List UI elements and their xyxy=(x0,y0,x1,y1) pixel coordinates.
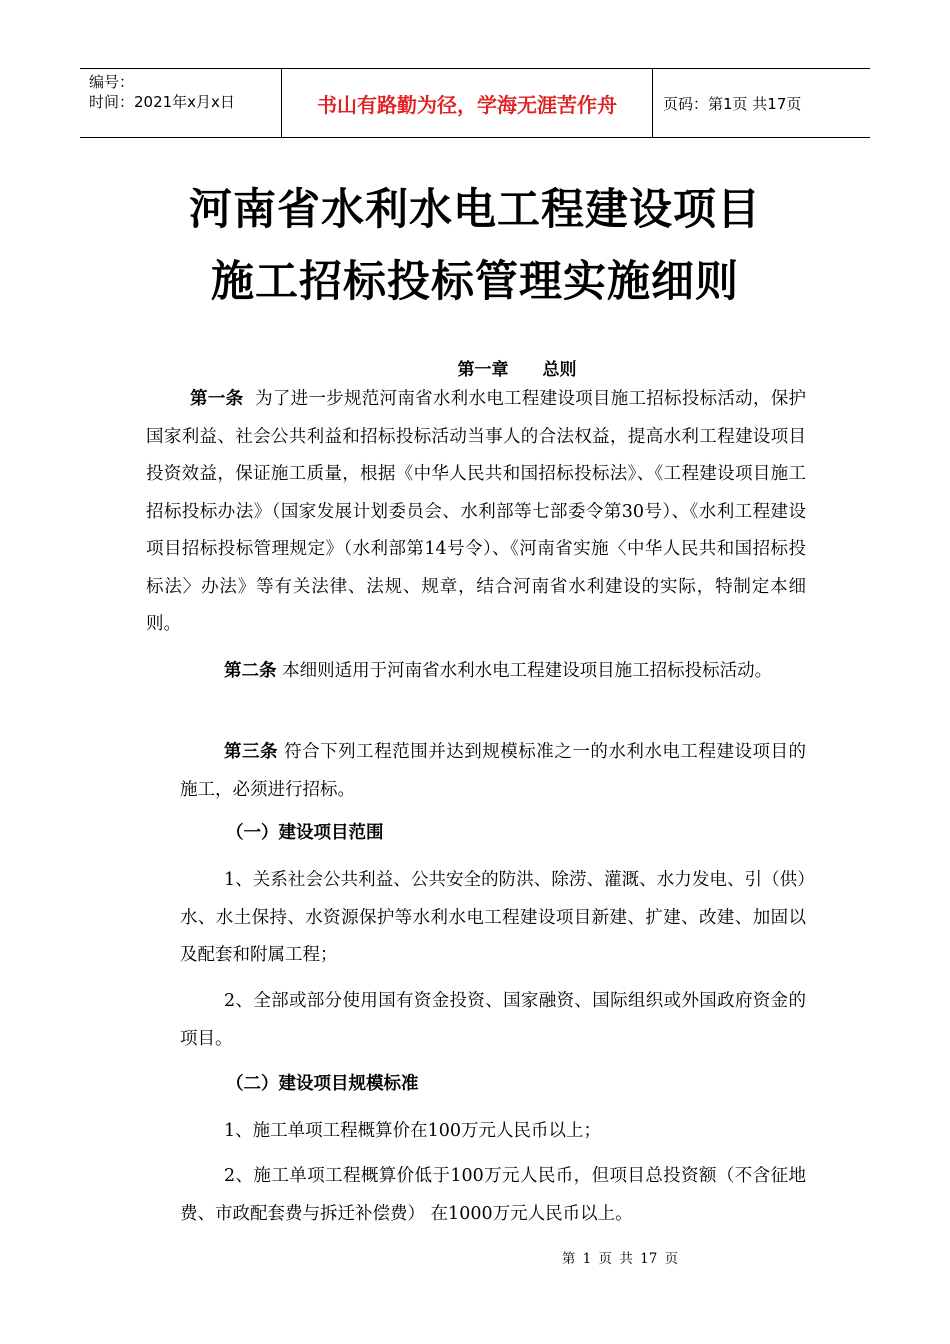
section-1-item-1: 1、关系社会公共利益、公共安全的防洪、除涝、灌溉、水力发电、引（供）水、水土保持、水资源保护等水利水电工程建设项目新建、扩建、改建、加固以及配套和附属工程； xyxy=(180,870,806,965)
section-2-item-2: 2、施工单项工程概算价低于100万元人民币，但项目总投资额（不含征地费、市政配套费与拆迁补偿费） 在1000万元人民币以上。 xyxy=(180,1166,806,1224)
serial-label: 编号： xyxy=(89,73,135,91)
document-title-line2: 施工招标投标管理实施细则 xyxy=(211,257,739,307)
article-3-text: 符合下列工程范围并达到规模标准之一的水利水电工程建设项目的施工，必须进行招标。 xyxy=(180,742,806,800)
article-2-label: 第二条 xyxy=(224,661,277,681)
header-meta xyxy=(80,69,281,137)
section-1-item-2: 2、全部或部分使用国有资金投资、国家融资、国际组织或外国政府资金的项目。 xyxy=(180,991,806,1049)
document-title-line1: 河南省水利水电工程建设项目 xyxy=(189,185,761,235)
article-2 xyxy=(180,653,806,691)
article-1 xyxy=(146,381,806,644)
section-2-heading: （二）建设项目规模标准 xyxy=(226,1074,419,1094)
article-3 xyxy=(180,734,806,809)
page-footer: 第 1 页 共 17 页 xyxy=(561,1251,679,1267)
header-table xyxy=(80,68,870,138)
section-1-heading: （一）建设项目范围 xyxy=(226,823,384,843)
article-1-text: 为了进一步规范河南省水利水电工程建设项目施工招标投标活动，保护国家利益、社会公共利益和招标投标活动当事人的合法权益，提高水利工程建设项目投资效益，保证施工质量，根据《中华人民共和国招标投标法》、《工程建设项目施工招标投标办法》（国家发展计划委员会、水利部等七部委令第30号）、《水利工程建设项目招标投标管理规定》（水利部第14号令）、《河南省实施〈中华人民共和国招标投标法〉办法》等有关法律、法规、规章，结合河南省水利建设的实际，特制定本细则。 xyxy=(146,389,807,634)
article-1-label: 第一条 xyxy=(190,389,244,409)
date-label: 时间：2021年x月x日 xyxy=(89,93,235,111)
header-motto: 书山有路勤为径，学海无涯苦作舟 xyxy=(281,69,653,137)
article-2-text: 本细则适用于河南省水利水电工程建设项目施工招标投标活动。 xyxy=(282,661,773,681)
section-2-item-1: 1、施工单项工程概算价在100万元人民币以上； xyxy=(224,1121,602,1141)
chapter-name: 总则 xyxy=(542,360,577,380)
chapter-number: 第一章 xyxy=(457,360,509,380)
header-page-info: 页码：第1页 共17页 xyxy=(663,94,802,113)
article-3-label: 第三条 xyxy=(224,742,279,762)
chapter-heading xyxy=(0,355,950,380)
